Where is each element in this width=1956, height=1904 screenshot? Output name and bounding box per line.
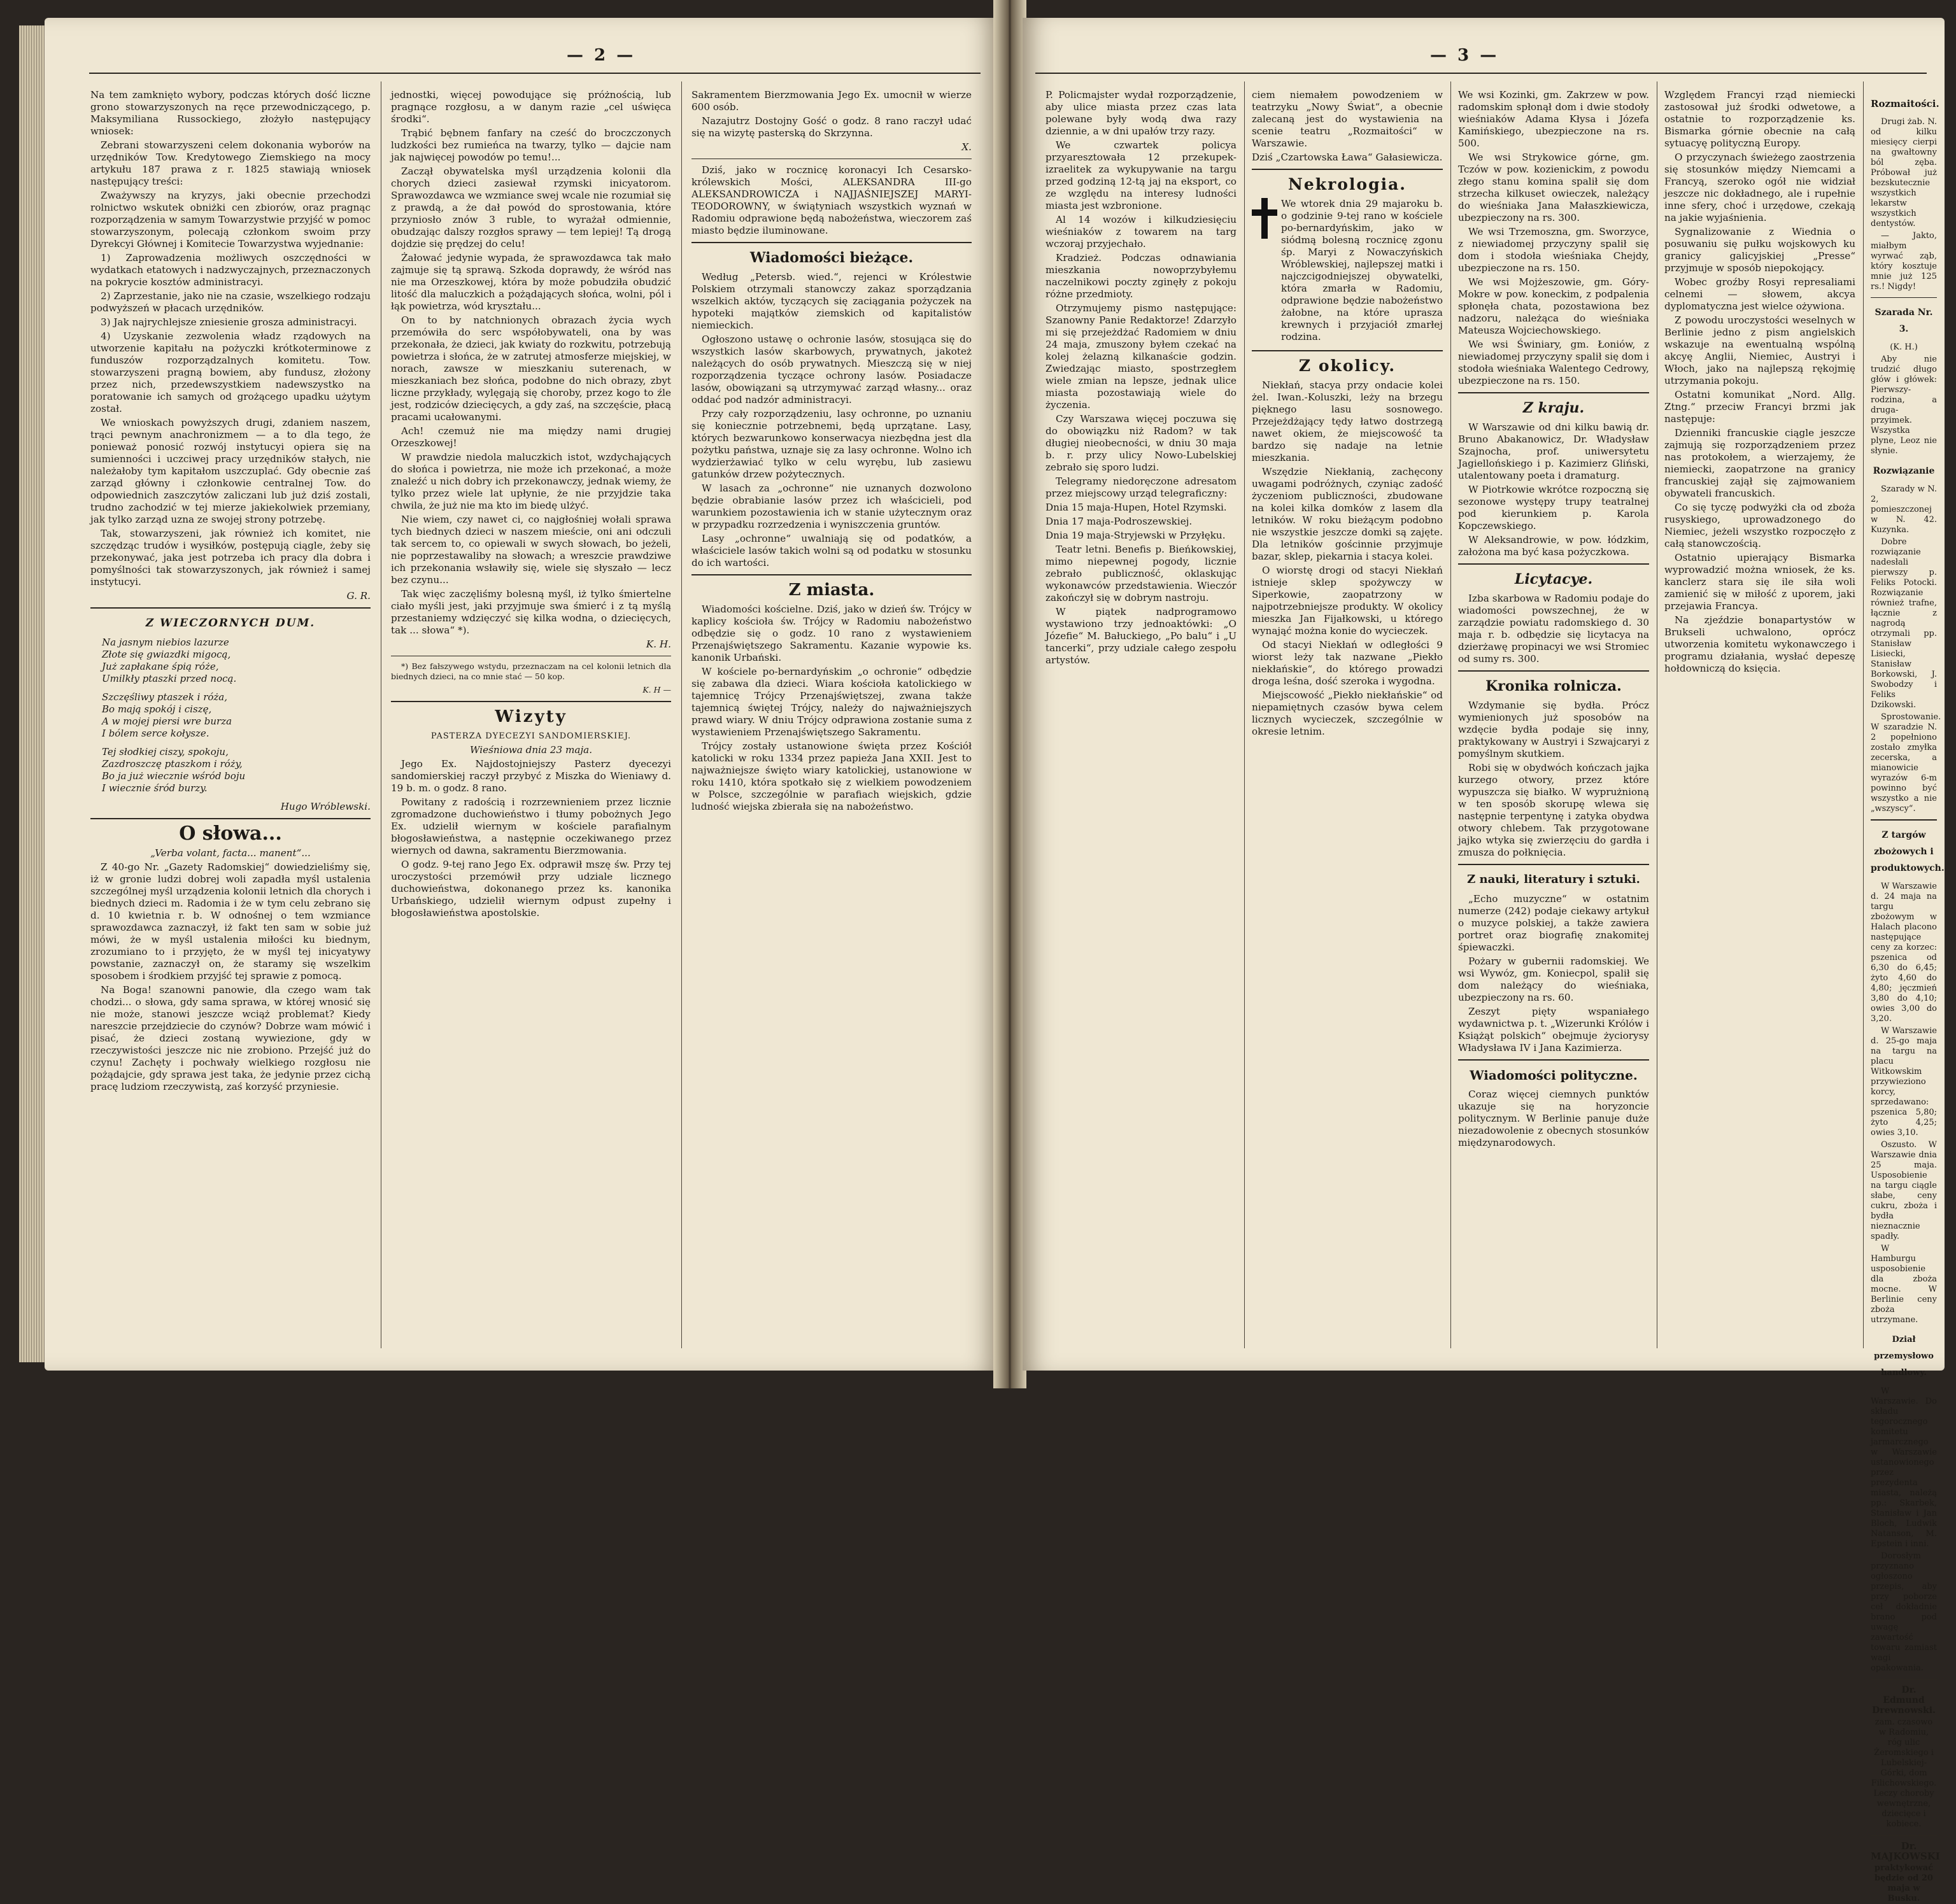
paragraph: 1) Zaprowadzenia możliwych oszczędności w wydatkach etatowych i nadzwyczajnych, przeznaczonych na pokrycie kosztów administracyi. <box>90 252 371 288</box>
paragraph: Ogłoszono ustawę o ochronie lasów, stosująca się do wszystkich lasów skarbowych, prywatnych, jakoteż należących do osób prywatnych. Mieszczą się w niej rozporządzenia tyczące ochrony lasów. Posiadacze lasów, obowiązani są utrzymywać zarząd własny... oraz oddać pod nadzór administracyi. <box>691 334 972 405</box>
section-title-kronika: Kronika rolnicza. <box>1485 678 1622 695</box>
paragraph: Ostatnio upierający Bismarka wyprowadzić można wniosek, że ks. kanclerz stara się ile siła woli zamienić się w miłość z uporem, jaki przejawia Francya. <box>1664 552 1855 612</box>
paragraph: W Aleksandrowie, w pow. łódzkim, założona ma być kasa pożyczkowa. <box>1458 534 1649 558</box>
paragraph: Miejscowość „Piekło niekłańskie“ od niepamiętnych czasów bywa celem licznych wycieczek, szczególnie w okresie letnim. <box>1252 689 1443 737</box>
list-item: Dnia 15 maja-Hupen, Hotel Rzymski. <box>1045 502 1227 513</box>
advert-doctor-name: Dr. MAJKOWSKI <box>1871 1840 1940 1862</box>
paragraph: ciem niemałem powodzeniem w teatrzyku „Nowy Świat“, a obecnie zalecaną jest do wystawienia na scenie teatru „Rozmaitości“ w Warszawie. <box>1252 89 1443 149</box>
paragraph: 4) Uzyskanie zezwolenia władz rządowych na utworzenie kapitału na pożyczki krótkoterminowe z funduszów rozporządzalnych komitetu. Tow. stowarzyszeni pragną bowiem, aby fundusz, złożony przez nich, przedewszystkiem nadewszystko na poratowanie ich samych od grożącego upadku użytym został. <box>90 330 371 414</box>
section-title-z-kraju: Z kraju. <box>1522 400 1585 416</box>
cross-icon <box>1252 198 1277 239</box>
paragraph: Sakramentem Bierzmowania Jego Ex. umocnił w wierze 600 osób. <box>691 89 972 113</box>
paragraph: jednostki, więcej powodujące się próżnością, lub pragnące rozgłosu, a w danym razie „cel uświęca środki“. <box>391 89 671 125</box>
paragraph: W Piotrkowie wkrótce rozpoczną się sezonowe występy trupy teatralnej pod kierunkiem p. Karola Kopczewskiego. <box>1458 484 1649 532</box>
author: (K. H.) <box>1890 342 1918 352</box>
paragraph: W Warszawie d. 25-go maja na targu na placu Witkowskim przywieziono korcy, sprzedawano: pszenica 5,80; żyto 4,25; owies 3,10. <box>1871 1026 1937 1138</box>
paragraph: Zeszyt pięty wspaniałego wydawnictwa p. t. „Wizerunki Królów i Książąt polskich“ obejmuje życiorysy Władysława IV i Jana Kazimierza. <box>1458 1006 1649 1054</box>
paragraph: Powitany z radością i rozrzewnieniem przez licznie zgromadzone duchowieństwo i tłumy pobożnych Jego Ex. udzielił wiernym w kościele parafialnym błogosławieństwa, a następnie oczekiwanego przez wiernych od dawna, sakramentu Bierzmowania. <box>391 796 671 856</box>
section-rule <box>1458 670 1649 672</box>
advert-text: praktykować będzie od 20 maja w Busku. <box>1874 1863 1934 1903</box>
paragraph: Trójcy zostały ustanowione święta przez Kościół katolicki w roku 1334 przez papieża Jana XXII. Jest to najważniejsze święto wiary katolickiej, ustanowione w roku 1410, która spotkało się z wielkiem powodzeniem w Polsce, szczególnie w parafiach wiejskich, gdzie ludność wiejska zbierała się na nabożeństwo. <box>691 740 972 812</box>
paragraph: Trąbić bębnem fanfary na cześć do broczczonych ludzkości bez rumieńca na twarzy, tylko — dajcie nam jak najwięcej powodów po temu!... <box>391 127 671 163</box>
left-page <box>45 18 997 1371</box>
paragraph: Dobre rozwiązanie nadesłali pierwszy p. Feliks Potocki. Rozwiązanie również trafne, łącznie z nagrodą otrzymali pp. Stanisław Lisiecki, Stanisław Borkowski, J. Swobodzy i Feliks Dzikowski. <box>1871 537 1937 710</box>
paragraph: Wszędzie Niekłanią, zachęcony uwagami podróżnych, czyniąc zadość życzeniom publiczności, zbudowane na kolei kilka domków z lasem dla letników. W roku bieżącym podobno nie wszystkie jeszcze domki są zajęte. Dla letników gościnnie przyjmuje bazar, sklep, piekarnia i stacya kolei. <box>1252 466 1443 562</box>
paragraph: Kradzież. Podczas odnawiania mieszkania nowoprzybyłemu naczelnikowi poczty zginęły z pokoju różne przedmioty. <box>1045 252 1237 300</box>
paragraph: Z 40-go Nr. „Gazety Radomskiej“ dowiedzieliśmy się, iż w gronie ludzi dobrej woli zapadła myśl ustalenia szczególnej myśl urządzenia kolonii letnich dla chorych i biednych dzieci m. Radomia i że w tym celu zebrano się d. 10 kwietnia r. b. W odnośnej o tem wzmiance sprawozdawca zaznaczył, iż fakt ten sam w sobie już mówi, że w myśl ustalenia miłości ku biednym, zrozumiano to i przyjęto, że w myśl tej inicyatywy powstanie, zaznaczył on, że staramy się wszelkim sposobem i środkiem przyjść tej sprawie z pomocą. <box>90 861 371 982</box>
paragraph: We wtorek dnia 29 majaroku b. o godzinie 9-tej rano w kościele po-bernardyńskim, jako w siódmą bolesną rocznicę zgonu śp. Maryi z Nowaczyńskich Wróblewskiej, najlepszej matki i najczcigodniejszej obywatelki, która zmarła w Radomiu, odprawione będzie nabożeństwo żałobne, na które uprasza krewnych i przyjaciół zmarłej rodzina. <box>1281 198 1443 342</box>
section-rule <box>1458 1059 1649 1061</box>
paragraph: Na Boga! szanowni panowie, dla czego wam tak chodzi... o słowa, gdy sama sprawa, w której wnosić się nie może, stanowi jeszcze wciąż problemat? Kiedy nareszcie przejdziecie do czynów? Dobrze wam mówić i pisać, że dzieci zostaną wywiezione, gdy w rzeczywistości jeszcze nic nie zrobiono. Przejść już do czynu! Zachęty i pochwały wielkiego rozgłosu nie pożądajcie, gdy sprawa jest taka, że jedynie przez cichą pracę ludziom rzeczywistą, zaś korzyść przyniesie. <box>90 984 371 1092</box>
section-title-szarada: Szarada Nr. 3. <box>1874 307 1933 334</box>
section-rule <box>1458 392 1649 393</box>
paragraph: O godz. 9-tej rano Jego Ex. odprawił mszę św. Przy tej uroczystości przemówił przy udziale licznego duchowieństwa, dokonanego przez ks. kanonika Urbańskiego, udzielił wiernym odpust zupełny i błogosławieństwa apostolskie. <box>391 859 671 919</box>
footnote-signature: K. H — <box>642 685 671 695</box>
section-rule <box>90 607 371 609</box>
epigraph: „Verba volant, facta... manent“... <box>150 847 311 859</box>
section-title-z-miasta: Z miasta. <box>788 581 875 600</box>
paragraph: Względem Francyi rząd niemiecki zastosował już środki odwetowe, a ostatnie to rozporządzenie ks. Bismarka górnie obecnie na całą sytuacyę polityczną Europy. <box>1664 89 1855 149</box>
paragraph: O przyczynach świeżego zaostrzenia się stosunków między Niemcami a Francyą, szeroko ogół nie widział jeszcze nic dokładnego, ale i rupełnie inne sfery, choć i urzędowe, czekają na jakie wyjaśnienia. <box>1664 152 1855 223</box>
poem-stanza: Szczęśliwy ptaszek i róża, Bo mają spokój i ciszę, A w mojej piersi wre burza I bólem serce kołysze. <box>102 691 232 739</box>
column-1 <box>90 89 371 1337</box>
paragraph: Jego Ex. Najdostojniejszy Pasterz dyecezyi sandomierskiej raczył przybyć z Miszka do Wieniawy d. 19 b. m. o godz. 8 rano. <box>391 758 671 794</box>
poem-stanza: Na jasnym niebios lazurze Złote się gwiazdki migocą, Już zapłakane śpią róże, Umilkły ptaszki przed nocą. <box>102 637 237 684</box>
column-rule <box>681 81 682 1348</box>
column-5 <box>1871 89 1945 1903</box>
list-item: Dnia 19 maja-Stryjewski w Przyłęku. <box>1045 530 1226 541</box>
section-rule <box>1252 350 1443 351</box>
section-rule <box>391 701 671 702</box>
column-rule <box>1863 81 1864 1348</box>
paragraph: Według „Petersb. wied.“, rejenci w Królestwie Polskiem otrzymali stanowczy zakaz sporządzania wszelkich aktów, tyczących się zaciągania pożyczek na hypoteki majątków ziemskich od kapitalistów niemieckich. <box>691 271 972 331</box>
section-title-wizyty: Wizyty <box>495 707 567 726</box>
paragraph: Dzienniki francuskie ciągle jeszcze zajmują się rozporządzeniem przez nas protokołem, a wierzajemy, że niemiecki, zaopatrzone na granicy francuskiej zajął się zajmowaniem obywateli francuskich. <box>1664 427 1855 499</box>
paragraph: Coraz więcej ciemnych punktów ukazuje się na horyzoncie politycznym. W Berlinie panuje duże niezadowolenie z obecnych stosunków międzynarodowych. <box>1458 1089 1649 1148</box>
paragraph: Niekłań, stacya przy ondacie kolei żel. Iwan.-Koluszki, leży na brzegu pięknego lasu sosnowego. Przejeżdżający tędy łatwo dostrzegą nawet okiem, że miejscowość ta bardzo się nadaje na letnie mieszkania. <box>1252 379 1443 463</box>
section-title-targi: Z targów zbożowych i produktowych. <box>1871 830 1945 873</box>
column-4 <box>1664 89 1855 1337</box>
page-number: — 3 — <box>1430 46 1499 65</box>
section-rule <box>1871 1679 1937 1680</box>
paragraph: We wnioskach powyższych drugi, zdaniem naszem, trąci pewnym anachronizmem — a to dla tego, że ponieważ ponosić rozwój instytucyi opiera się na sumienności i uczciwej pracy urzędników stałych, nie należałoby tym kapitałom uszczuplać. Gdy obecnie zaś zarząd główny i członkowie centralnej Tow. do odpowiednich zaszczytów zaliczani lub już dziś zostali, trudno zachodzić w tej mierze jakiekolwiek przemiany, jak tylko zarząd uzna ze swojej strony potrzebę. <box>90 417 371 525</box>
section-title-polityczne: Wiadomości polityczne. <box>1470 1068 1638 1083</box>
paragraph: Sprostowanie. W szaradzie N. 2 popełniono zostało zmyłka zecerska, a mianowicie wyrazów 6-m powinno być wszystko a nie „wszyscy“. <box>1871 712 1941 814</box>
paragraph: Robi się w obydwóch kończach jajka kurzego otwory, przez które wypuszcza się białko. W wyprużnioną w ten sposób skorupę wlewa się następnie terpentynę i zatyka obydwa otwory chlebem. Tak przygotowane jajko wtyka się zwierzęciu do gardła i zmusza do połknięcia. <box>1458 762 1649 858</box>
paragraph: We czwartek policya przyaresztowała 12 przekupek-izraelitek za wykupywanie na targu przed godziną 12-tą jaj na eksport, co ze względu na interesy ludności miasta jest wzbronione. <box>1045 139 1237 211</box>
section-rule <box>1871 1835 1937 1836</box>
section-title-nauki: Z nauki, literatury i sztuki. <box>1467 873 1640 886</box>
section-title-licytacye: Licytacye. <box>1514 571 1593 588</box>
paragraph: W piątek nadprogramowo wystawiono trzy jednoaktówki: „O Józefie“ M. Bałuckiego, „Po balu“ i „U tancerki“, przy udziale całego zespołu artystów. <box>1045 606 1237 666</box>
advert-text: zam. czasowo w Radomiu, róg ulic Żeromskiego i Lubelskiej-Górki, dom Filichowskiego. Leczy choroby wewnętrzne, dziecięce i kobiece. <box>1871 1717 1937 1829</box>
paragraph: W Warszawie. Do składu tegorocznego komitetu jarmarcznego w Warszawie ustanowionego przez prezydenta miasta, należą pp.: Skarbek, Stanisław i Jan Bloch, Ludwik Natanson, M. Epstein i inni. <box>1871 1386 1937 1549</box>
dateline: Wieśniowa dnia 23 maja. <box>469 744 593 756</box>
section-title-rozmaitosci: Rozmaitości. <box>1871 98 1939 109</box>
paragraph: Lasy „ochronne“ uwalniają się od podatków, a właściciele lasów takich wolni są od podatku w stosunku do ich wartości. <box>691 533 972 568</box>
paragraph: We wsi Kozinki, gm. Zakrzew w pow. radomskim spłonął dom i dwie stodoły wieśniaków Adama Kłysa i Józefa Kamińskiego, ubezpieczone na rs. 500. <box>1458 89 1649 149</box>
column-3 <box>691 89 972 1337</box>
paragraph: Zebrani stowarzyszeni celem dokonania wyborów na urzędników Tow. Kredytowego Ziemskiego na mocy artykułu 187 prawa z r. 1825 stawiają wniosek następujący treści: <box>90 139 371 187</box>
list-item: Dnia 17 maja-Podroszewskiej. <box>1045 516 1193 527</box>
paragraph: Zważywszy na kryzys, jaki obecnie przechodzi rolnictwo wskutek obniżki cen zbiorów, oraz pragnąc rozporządzenia w samym Towarzystwie przyjść w pomoc stowarzyszonym, polecają członkom swoim przy Dyrekcyi Głównej i Komitecie Towarzystwa wyjednanie: <box>90 190 371 250</box>
paragraph: O wiorstę drogi od stacyi Niekłań istnieje sklep spożywczy w Siperkowie, zaopatrzony w najpotrzebniejsze produkty. W okolicy mieszka Jan Fijałkowski, u którego wynająć można konie do wycieczek. <box>1252 565 1443 637</box>
subtitle: PASTERZA DYECEZYI SANDOMIERSKIEJ. <box>430 731 632 741</box>
paragraph: Sygnalizowanie z Wiednia o posuwaniu się pułku wojskowych ku granicy galicyjskiej „Presse“ przyjmuje w sposób niepokojący. <box>1664 226 1855 274</box>
paragraph: Czy Warszawa więcej poczuwa się do obowiązku niż Radom? w tak długiej nieobecności, w dniu 30 maja b. r. przy ulicy Nowo-Lubelskiej zebrało się sporo ludzi. <box>1045 413 1237 473</box>
paragraph: P. Policmajster wydał rozporządzenie, aby ulice miasta przez czas lata polewane były wodą dwa razy dziennie, a w dni upałów trzy razy. <box>1045 89 1237 137</box>
paragraph: Drugi żab. N. od kilku miesięcy cierpi na gwałtowny ból zęba. Próbował już bezskutecznie wszystkich lekarstw wszystkich dentystów. <box>1871 117 1937 229</box>
paragraph: Na zjeździe bonapartystów w Brukseli uchwalono, oprócz utworzenia komitetu wykonawczego i programu działania, wysłać depeszę hołdowniczą do księcia. <box>1664 614 1855 674</box>
poem-stanza: Tej słodkiej ciszy, spokoju, Zazdroszczę ptaszkom i róży, Bo ja już wiecznie wśród boju I wiecznie śród burzy. <box>102 746 246 794</box>
section-rule <box>90 818 371 819</box>
signature: K. H. <box>646 638 671 650</box>
obituary <box>1252 198 1443 345</box>
header-rule <box>89 73 981 74</box>
paragraph: Wzdymanie się bydła. Prócz wymienionych już sposobów na wzdęcie bydła podaje się inny, praktykowany w Austryi i Szwajcaryi z pomyślnym skutkiem. <box>1458 700 1649 759</box>
signature: G. R. <box>346 590 371 602</box>
section-title-wiadomosci: Wiadomości bieżące. <box>749 250 914 266</box>
paragraph: Ostatni komunikat „Nord. Allg. Ztng.“ przeciw Francyi brzmi jak następuje: <box>1664 389 1855 425</box>
paragraph: Tak więc zaczęliśmy bolesną myśl, iż tylko śmiertelne ciało myśli jest, jaki przyjmuje swa śmierć i z tą myślą przestaniemy wdzięczyć się kilka wodna, o dziecięcych, tak ... słowa“ *). <box>391 588 671 636</box>
column-1 <box>1045 89 1237 1337</box>
section-title-o-slowa: O słowa... <box>179 822 282 845</box>
paragraph: „Echo muzyczne“ w ostatnim numerze (242) podaje ciekawy artykuł o muzyce polskiej, a także zawiera portret oraz biografię znakomitej śpiewaczki. <box>1458 893 1649 953</box>
paragraph: Al 14 wozów i kilkudziesięciu wieśniaków z towarem na targ wczoraj przyjechało. <box>1045 214 1237 250</box>
paragraph: We wsi Mojżeszowie, gm. Góry-Mokre w pow. koneckim, z podpalenia spłonęła chata, pozostawiona bez nadzoru, należąca do wieśniaka Mateusza Wojciechowskiego. <box>1458 276 1649 336</box>
paragraph: Ach! czemuż nie ma między nami drugiej Orzeszkowej! <box>391 425 671 449</box>
paragraph: Zaczął obywatelska myśl urządzenia kolonii dla chorych dzieci zasiewał rzymski inicyatorom. Sprawozdawca we wzmiance swej wcale nie rozumiał się z prawdą, a że dał powód do sprostowania, które przyniosło znów 3 ruble, to wyrażał odmiennie, obudzając dalszy rozgłos sprawy — tem lepiej! Tą drogą dojdzie się prędzej do celu! <box>391 166 671 250</box>
paragraph: Wiadomości kościelne. Dziś, jako w dzień św. Trójcy w kaplicy kościoła św. Trójcy w Radomiu nabożeństwo odbędzie się o godz. 10 rano z wystawieniem Przenajświętszego Sakramentu. Kazanie wypowie ks. kanonik Urbański. <box>691 603 972 663</box>
paragraph: Pożary w gubernii radomskiej. We wsi Wywóz, gm. Koniecpol, spalił się dom należący do wieśniaka, ubezpieczony na rs. 60. <box>1458 956 1649 1003</box>
section-rule <box>1871 819 1937 821</box>
poem-signature: Hugo Wróblewski. <box>280 801 371 812</box>
paragraph: Z powodu uroczystości weselnych w Berlinie jedno z pism angielskich wskazuje na ewentualną wspólną akcyę Anglii, Niemiec, Austryi i Włoch, jako na najlepszą rękojmię utrzymania pokoju. <box>1664 314 1855 386</box>
section-title-nekrologia: Nekrologia. <box>1288 175 1407 194</box>
paragraph: Na tem zamknięto wybory, podczas których dość liczne grono stowarzyszonych na ręce przewodniczącego, p. Maksymiliana Russockiego, złożyło następujący wniosek: <box>90 89 371 137</box>
paragraph: Przy cały rozporządzeniu, lasy ochronne, po uznaniu się koniecznie potrzebnemi, będą uprzątane. Lasy, których bezwarunkowo konserwacya niezbędna jest dla pożytku państwa, uznaje się za lasy ochronne. Wolno ich wydzierżawiać tylko w celu wyrębu, lub zasiewu gatunków drzew pożytecznych. <box>691 408 972 480</box>
paragraph: — Jakto, miałbym wyrwać ząb, który kosztuje mnie już 125 rs.! Nigdy! <box>1871 231 1937 292</box>
paragraph: Szarady w N. 2, pomieszczonej w N. 42. Kuzynka. <box>1871 484 1937 535</box>
paragraph: 2) Zaprzestanie, jako nie na czasie, wszelkiego rodzaju podwyższeń w płacach urzędników. <box>90 290 371 314</box>
column-3 <box>1458 89 1649 1337</box>
column-2 <box>1252 89 1443 1337</box>
paragraph: Dziś „Czartowska Ława“ Gałasiewicza. <box>1252 152 1443 163</box>
paragraph: Tak, stowarzyszeni, jak również ich komitet, nie szczędząc trudów i wysiłków, postępują ciągle, żeby się przekonywać, jaka jest potrzeba ich pracy dla dobra i pomyślności tak stowarzyszonych, jak również i samej instytucyi. <box>90 528 371 588</box>
paragraph: Wobec groźby Rosyi represaliami celnemi — słowem, akcya dyplomatyczna jest wielce ożywiona. <box>1664 276 1855 312</box>
section-rule <box>1458 563 1649 565</box>
paragraph: Teatr letni. Benefis p. Bieńkowskiej, mimo niepewnej pogody, licznie zebrało publiczność, oklaskując wykonawców przedstawienia. Wieczór zakończył się w dobrym nastroju. <box>1045 544 1237 603</box>
paragraph: W Warszawie od dni kilku bawią dr. Bruno Abakanowicz, Dr. Władysław Szajnocha, prof. uniwersytetu Jagiellońskiego i p. Kazimierz Gliński, utalentowany poeta i dramaturg. <box>1458 421 1649 481</box>
section-title-przemysl: Dział przemysłowo handlowy. <box>1874 1335 1934 1378</box>
section-rule <box>1871 297 1937 298</box>
footnote: *) Bez fałszywego wstydu, przeznaczam na cel kolonii letnich dla biednych dzieci, na co mnie stać — 50 kop. <box>391 661 671 681</box>
section-rule <box>691 242 972 243</box>
paragraph: W Hamburgu usposobienie dla zboża mocne. W Berlinie ceny zboża utrzymane. <box>1871 1244 1937 1325</box>
paragraph: 3) Jak najrychlejsze zniesienie grosza administracyi. <box>101 316 357 328</box>
paragraph: Oszusto. W Warszawie dnia 25 maja. Usposobienie na targu ciągle słabe, ceny cukru, zboża i bydła nieznacznie spadły. <box>1871 1140 1937 1241</box>
column-2 <box>391 89 671 1337</box>
paragraph: W lasach za „ochronne“ nie uznanych dozwolono będzie obrabianie lasów przez ich właścicieli, pod warunkiem pozostawienia ich w stanie użytecznym oraz w przypadku rozrzedzenia i wyniszczenia gruntów. <box>691 483 972 530</box>
paragraph: Aby nie trudzić długo głów i główek: Pierwszy-rodzina, a druga-przyimek. Wszystka plyne, Leoz nie słynie. <box>1871 355 1937 456</box>
right-page <box>1023 18 1945 1903</box>
paragraph: Dziś, jako w rocznicę koronacyi Ich Cesarsko-królewskich Mości, ALEKSANDRA III-go ALEKSANDROWICZA i NAJJAŚNIEJSZEJ MARYI-TEODOROWNY, w świątyniach wszystkich wyznań w Radomiu odprawione będą nabożeństwa, wieczorem zaś miasto będzie iluminowane. <box>691 164 972 236</box>
paragraph: Nie wiem, czy nawet ci, co najgłośniej wołali sprawa tych biednych dzieci w naszem mieście, oni ani odczuli tak sercem to, co opiewali w swych słowach, bo jeżeli, nie poprzestawaliby na słowach; a wreszcie prawdziwe ich przekonania wsławiły się, wiele się słyszało — lecz bez czynu... <box>391 514 671 586</box>
paragraph: Dorosłym przyznano ogłoszono przepis, aby przy poborze ceł dokładnie brano pod uwagę zawartość towaru zamiast wagi opakowania. <box>1871 1551 1937 1673</box>
paragraph: W kościele po-bernardyńskim „o ochronie“ odbędzie się zabawa dla dzieci. Wiara kościoła katolickiego w tajemnicę Trójcy Przenajświętszej, zwana także tajemnicą świętej Trójcy, należy do najważniejszych prawd wiary. W dniu Trójcy odprawiona zostanie suma z wystawieniem Przenajświętszego Sakramentu. <box>691 666 972 738</box>
signature: X. <box>961 141 972 153</box>
section-rule <box>691 574 972 575</box>
column-rule <box>1244 81 1245 1348</box>
paragraph: W Warszawie d. 24 maja na targu zbożowym w Halach placono następujące ceny za korzec: pszenica od 6,30 do 6,45; żyto 4,60 do 4,80; jęczmień 3,80 do 4,10; owies 3,00 do 3,20. <box>1871 882 1937 1024</box>
paragraph: We wsi Świniary, gm. Łoniów, z niewiadomej przyczyny spalił się dom i stodoła wieśniaka Walentego Cedrowy, ubezpieczone na rs. 150. <box>1458 339 1649 386</box>
page-edges <box>19 25 45 1362</box>
section-rule <box>1252 169 1443 170</box>
page-number: — 2 — <box>567 46 636 65</box>
paragraph: We wsi Strykowice górne, gm. Tczów w pow. kozienickim, z powodu złego stanu komina spalił się dom strzecha kilkuset owieczek, należący do wieśniaka Jana Małaszkiewicza, ubezpieczony na rs. 300. <box>1458 152 1649 223</box>
paragraph: Nazajutrz Dostojny Gość o godz. 8 rano raczył udać się na wizytę pasterską do Skrzynna. <box>691 115 972 139</box>
book-spine <box>993 0 1026 1388</box>
section-title-z-okolicy: Z okolicy. <box>1298 356 1396 375</box>
column-rule <box>1450 81 1451 1348</box>
paragraph: W prawdzie niedola maluczkich istot, wzdychających do słońca i powietrza, nie może ich przekonać, a może znaleźć u nich dobry ich przekonawczy, jednak wiemy, że tylko przez wiele lat upłynie, że nie przyjdzie taka chwila, że już nie ma kto im biedę ulżyć. <box>391 451 671 511</box>
section-title-rozwiazanie: Rozwiązanie <box>1873 466 1935 476</box>
section-rule <box>1458 864 1649 865</box>
paragraph: Co się tyczę podwyżki cła od zboża rusyskiego, uprowadzonego do Niemiec, jeżeli wszystko rozpoczęło z całą stanowczością. <box>1664 502 1855 549</box>
poem <box>90 637 371 794</box>
poem-title: Z WIECZORNYCH DUM. <box>145 617 316 630</box>
paragraph: Otrzymujemy pismo następujące: Szanowny Panie Redaktorze! Zdarzyło mi się przejeżdżać Radomiem w dniu 24 maja, zmuszony byłem czekać na kolej żelazną kilkanaście godzin. Zwiedzając miasto, spostrzegłem wiele zmian na lepsze, jednak ulice miasta pozostawiają wiele do życzenia. <box>1045 302 1237 411</box>
paragraph: Od stacyi Niekłań w odległości 9 wiorst leży tak nazwane „Piekło niekłańskie“, do którego prowadzi droga leśna, dość szeroka i wygodna. <box>1252 639 1443 687</box>
paragraph: Żałować jedynie wypada, że sprawozdawca tak mało zajmuje się tą sprawą. Szkoda doprawdy, że wśród nas nie ma Orzeszkowej, która by może pobudziła obudzić litość dla maluczkich a pożądających słońca, wolni, pól i łąk powietrza, wód kryształu... <box>391 252 671 312</box>
paragraph: On to by natchnionych obrazach życia wych przemówiła do serc współobywateli, ona by was przekonała, że dzieci, jak kwiaty do rozkwitu, potrzebują powietrza i słońca, że w zatrutej atmosferze miejskiej, w norach, zawsze w mieszkaniu suterenach, w mieszkaniach bez słońca, podobne do nich obrazy, zbyt liczne przykłady, wylęgają się choroby, przez kogo to źle jest, rodziców dziecięcych, a gdy zaś, na szczęście, płacą pracami ucałowanymi. <box>391 314 671 423</box>
advert-doctor-name: Dr. Edmund Drewnowski. <box>1872 1685 1936 1716</box>
paragraph: We wsi Trzemoszna, gm. Sworzyce, z niewiadomej przyczyny spalił się dom i stodoła wieśniaka Chejdy, ubezpieczone na rs. 150. <box>1458 226 1649 274</box>
header-rule <box>1035 73 1927 74</box>
paragraph: Izba skarbowa w Radomiu podaje do wiadomości powszechnej, że w zarządzie powiatu radomskiego d. 30 maja r. b. odbędzie się licytacya na dzierżawę propinacyi we wsi Stromiec od sumy rs. 300. <box>1458 593 1649 665</box>
paragraph: Telegramy niedoręczone adresatom przez miejscowy urząd telegraficzny: <box>1045 476 1237 499</box>
